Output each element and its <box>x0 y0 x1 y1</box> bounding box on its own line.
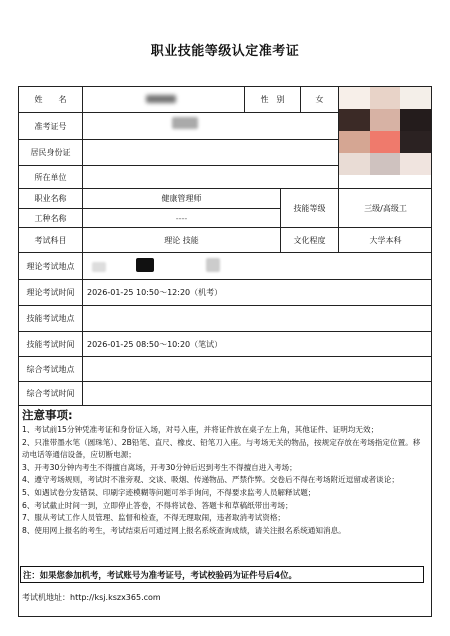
subject-label: 考试科目 <box>19 228 83 253</box>
comp-place-label: 综合考试地点 <box>19 357 83 382</box>
comp-time-label: 综合考试时间 <box>19 382 83 406</box>
unit-label: 所在单位 <box>19 166 83 189</box>
education-value: 大学本科 <box>339 228 432 253</box>
redacted-ticket-no <box>172 117 198 129</box>
id-no-value <box>83 140 339 166</box>
redacted-place-3 <box>92 262 106 272</box>
unit-value <box>83 166 339 189</box>
exam-url: 考试机地址：http://ksj.kszx365.com <box>22 593 161 602</box>
notice-title: 注意事项: <box>22 408 73 422</box>
notice-item: 2、只准带墨水笔（圆珠笔）、2B铅笔、直尺、橡皮、铅笔刀入座。与考场无关的物品，按规定存放在考场指定位置。移动电话等通信设备，应切断电源； <box>22 437 421 460</box>
occupation-value: 健康管理师 <box>83 189 281 209</box>
ticket-no-label: 准考证号 <box>19 113 83 140</box>
notice-item: 6、考试截止时间一到，立即停止答卷，不得将试卷、答题卡和草稿纸带出考场； <box>22 500 293 510</box>
job-type-label: 工种名称 <box>19 209 83 228</box>
notice-item: 7、服从考试工作人员管理、监督和检查，不得无理取闹，违者取消考试资格； <box>22 513 286 523</box>
name-label: 姓 名 <box>19 87 83 113</box>
notice-item: 5、如遇试卷分发错误、印刷字迹模糊等问题可举手询问，不得要求监考人员解释试题； <box>22 487 316 497</box>
theory-place-label: 理论考试地点 <box>19 253 83 280</box>
ticket-no-value <box>83 113 339 140</box>
skill-place-label: 技能考试地点 <box>19 306 83 332</box>
skill-level-label: 技能等级 <box>281 189 339 228</box>
occupation-label: 职业名称 <box>19 189 83 209</box>
comp-time-value <box>83 382 432 406</box>
page-title: 职业技能等级认定准考证 <box>150 44 300 59</box>
redacted-place-2 <box>206 258 220 272</box>
notice-item: 8、使用网上报名的考生，考试结束后可通过网上报名系统查询成绩，请关注报名系统通知消息。 <box>22 525 346 535</box>
gender-label: 性 别 <box>245 87 301 113</box>
skill-level-value: 三级/高级工 <box>339 189 432 228</box>
machine-exam-note: 注：如果您参加机考，考试账号为准考证号，考试校验码为证件号后4位。 <box>20 566 424 583</box>
skill-time-value: 2026-01-25 08:50～10:20（笔试） <box>83 332 432 357</box>
job-type-value: ---- <box>83 209 281 228</box>
skill-time-label: 技能考试时间 <box>19 332 83 357</box>
education-label: 文化程度 <box>281 228 339 253</box>
comp-place-value <box>83 357 432 382</box>
theory-time-label: 理论考试时间 <box>19 280 83 306</box>
redacted-place-1 <box>136 258 154 272</box>
subject-value: 理论 技能 <box>83 228 281 253</box>
skill-place-value <box>83 306 432 332</box>
notice-item: 3、开考30分钟内考生不得擅自离场，开考30分钟后迟到考生不得擅自进入考场； <box>22 462 297 472</box>
gender-value: 女 <box>301 87 339 113</box>
id-no-label: 居民身份证 <box>19 140 83 166</box>
redacted-name <box>146 95 176 103</box>
notice-item: 1、考试前15分钟凭准考证和身份证入场，对号入座，并将证件放在桌子左上角，其他证件、证明均无效； <box>22 425 379 434</box>
notice-item: 4、遵守考场规则，考试时不准旁观、交谈、吸烟、传递物品、严禁作弊。交卷后不得在考场附近逗留或者谈论； <box>22 475 399 485</box>
photo-image <box>339 87 431 175</box>
notice-list <box>22 424 426 537</box>
theory-time-value: 2026-01-25 10:50～12:20（机考） <box>83 280 432 306</box>
